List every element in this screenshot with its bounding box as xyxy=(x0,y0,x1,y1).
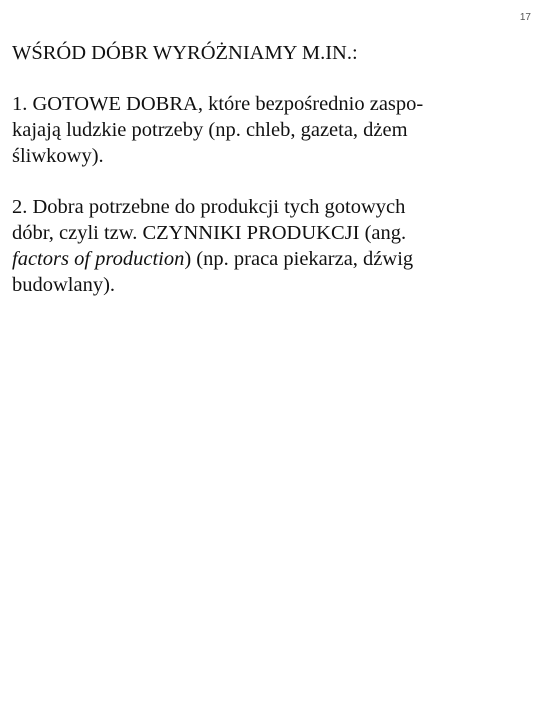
paragraph-line: budowlany). xyxy=(12,274,116,296)
paragraph-line: 2. Dobra potrzebne do produkcji tych gotowych xyxy=(12,196,406,218)
paragraph-factors-of-production xyxy=(12,194,527,298)
paragraph-line: 1. GOTOWE DOBRA, które bezpośrednio zaspo- xyxy=(12,93,424,115)
slide-content xyxy=(12,40,527,323)
paragraph-line: dóbr, czyli tzw. CZYNNIKI PRODUKCJI (ang. xyxy=(12,222,407,244)
english-term: factors of production xyxy=(12,248,185,270)
paragraph-line: śliwkowy). xyxy=(12,145,104,167)
paragraph-line-rest: ) (np. praca piekarza, dźwig xyxy=(184,248,414,270)
paragraph-line xyxy=(12,246,527,272)
page-heading: WŚRÓD DÓBR WYRÓŻNIAMY M.IN.: xyxy=(12,42,358,64)
paragraph-line: kajają ludzkie potrzeby (np. chleb, gazeta, dżem xyxy=(12,119,408,141)
page-number: 17 xyxy=(519,12,531,23)
paragraph-ready-goods xyxy=(12,91,527,169)
